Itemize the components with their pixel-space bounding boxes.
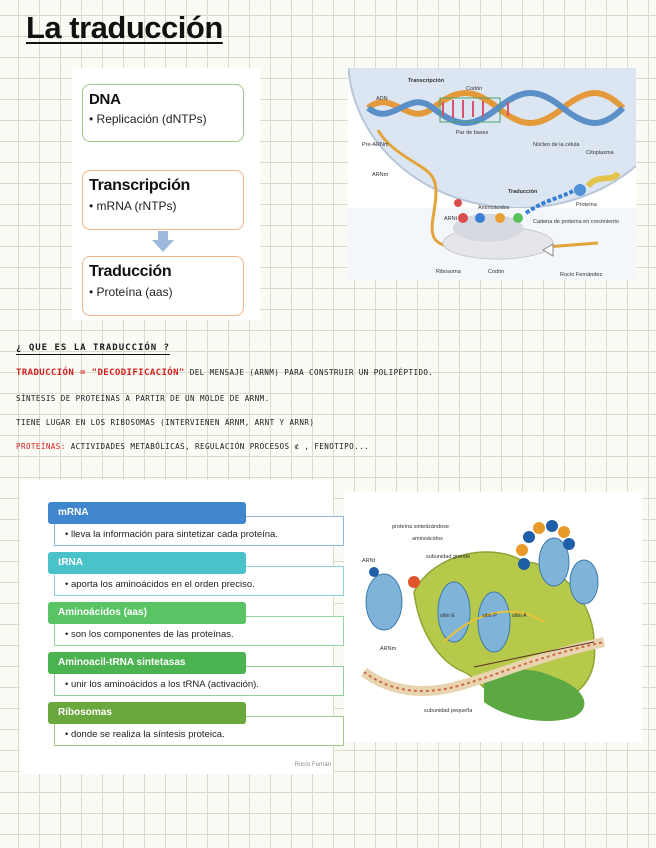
component-desc: • aporta los aminoácidos en el orden preciso. <box>54 566 344 596</box>
flow-diagram <box>72 68 260 320</box>
label-sitio-p: sitio P <box>482 613 497 619</box>
label-transcripcion: Transcripción <box>408 78 445 84</box>
component-name: Aminoacil-tRNA sintetasas <box>48 652 246 674</box>
component-desc: • son los componentes de las proteínas. <box>54 616 344 646</box>
flow-box-heading: DNA <box>89 91 121 108</box>
label-aminoacidos: aminoácidos <box>412 536 443 542</box>
component-name: mRNA <box>48 502 246 524</box>
label-subunidad-pequena: subunidad pequeña <box>424 708 473 714</box>
label-sitio-e: sitio E <box>440 613 455 619</box>
label-arnm: ARNm <box>372 172 389 178</box>
components-list <box>20 480 333 774</box>
label-codon-2: Codón <box>488 269 505 275</box>
label-sitio-a: sitio A <box>512 613 527 619</box>
image-credit: Rocío Fernández <box>560 272 603 278</box>
component-desc: • donde se realiza la síntesis proteica. <box>54 716 344 746</box>
label-par-bases: Par de bases <box>456 130 489 136</box>
label-arnm: ARNm <box>380 646 397 652</box>
label-proteina: Proteína <box>576 202 597 208</box>
notes-line-4: PROTEÍNAS: ACTIVIDADES METABÓLICAS, REGULACIÓN PROCESOS ⊄ , FENOTIPO... <box>16 442 370 451</box>
flow-box-bullet: • Replicación (dNTPs) <box>89 112 207 126</box>
label-pre-arnm: Pre-ARNm <box>362 142 389 148</box>
flow-box-transcripcion <box>82 170 244 230</box>
notes-definition: TRADUCCIÓN = "DECODIFICACIÓN" <box>16 368 185 378</box>
label-arnt: ARNt <box>444 216 458 222</box>
label-proteina-sintetizandose: proteína sintetizándose <box>392 524 449 530</box>
flow-box-heading: Traducción <box>89 263 172 280</box>
component-desc: • unir los aminoácidos a los tRNA (activación). <box>54 666 344 696</box>
notes-line-1: TRADUCCIÓN = "DECODIFICACIÓN" DEL MENSAJE (ARNM) PARA CONSTRUIR UN POLIPÉPTIDO. <box>16 368 434 378</box>
components-credit: Rocío Fernán <box>294 762 331 768</box>
label-codon: Codón <box>466 86 483 92</box>
component-name: tRNA <box>48 552 246 574</box>
label-cadena: Cadena de proteína en crecimiento <box>533 219 619 225</box>
flow-box-traduccion <box>82 256 244 316</box>
label-ribosoma: Ribosoma <box>436 269 461 275</box>
flow-box-bullet: • Proteína (aas) <box>89 285 173 299</box>
component-name: Aminoácidos (aas) <box>48 602 246 624</box>
label-adn: ADN <box>376 96 388 102</box>
label-nucleo: Núcleo de la célula <box>533 142 580 148</box>
label-aminoacidos: Aminoácidos <box>478 205 510 211</box>
notes-proteinas: PROTEÍNAS: <box>16 442 66 451</box>
label-citoplasma: Citoplasma <box>586 150 614 156</box>
flow-box-heading: Transcripción <box>89 177 191 194</box>
label-traduccion: Traducción <box>508 189 538 195</box>
component-name: Ribosomas <box>48 702 246 724</box>
flow-box-dna <box>82 84 244 142</box>
ribosome-illustration <box>344 492 642 742</box>
down-arrow-icon <box>152 231 174 253</box>
transcription-translation-illustration <box>348 68 636 280</box>
notes-line-3: TIENE LUGAR EN LOS RIBOSOMAS (INTERVIENEN ARNM, ARNT Y ARNR) <box>16 418 315 427</box>
component-desc: • lleva la información para sintetizar cada proteína. <box>54 516 344 546</box>
notes-line-2: SÍNTESIS DE PROTEÍNAS A PARTIR DE UN MOLDE DE ARNM. <box>16 394 270 403</box>
page-title: La traducción <box>26 10 223 45</box>
notes-question: ¿ QUE ES LA TRADUCCIÓN ? <box>16 343 171 353</box>
label-subunidad-grande: subunidad grande <box>426 554 471 560</box>
label-arnt: ARNt <box>362 558 376 564</box>
flow-box-bullet: • mRNA (rNTPs) <box>89 199 177 213</box>
